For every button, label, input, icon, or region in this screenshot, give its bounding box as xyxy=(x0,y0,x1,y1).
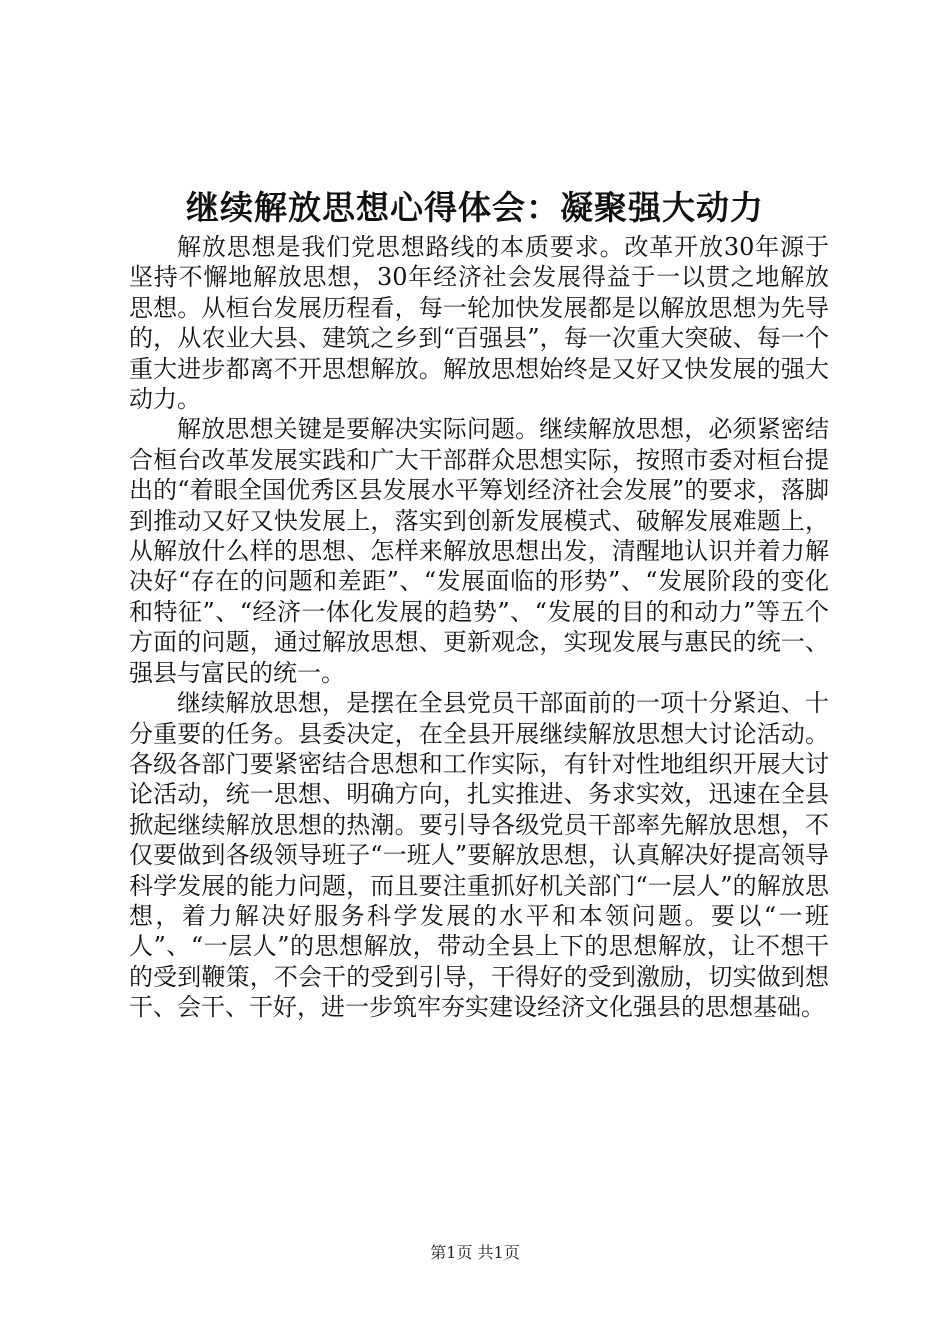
paragraph-3: 继续解放思想，是摆在全县党员干部面前的一项十分紧迫、十分重要的任务。县委决定，在全县开展继续解放思想大讨论活动。各级各部门要紧密结合思想和工作实际，有针对性地组织开展大讨论活动，统一思想、明确方向，扎实推进、务求实效，迅速在全县掀起继续解放思想的热潮。要引导各级党员干部率先解放思想，不仅要做到各级领导班子“一班人”要解放思想，认真解决好提高领导科学发展的能力问题，而且要注重抓好机关部门“一层人”的解放思想，着力解决好服务科学发展的水平和本领问题。要以“一班人”、“一层人”的思想解放，带动全县上下的思想解放，让不想干的受到鞭策，不会干的受到引导，干得好的受到激励，切实做到想干、会干、干好，进一步筑牢夯实建设经济文化强县的思想基础。 xyxy=(129,689,829,1022)
page-footer: 第1页 共1页 xyxy=(430,1243,520,1262)
paragraph-1: 解放思想是我们党思想路线的本质要求。改革开放30年源于坚持不懈地解放思想，30年经济社会发展得益于一以贯之地解放思想。从桓台发展历程看，每一轮加快发展都是以解放思想为先导的，从农业大县、建筑之乡到“百强县”，每一次重大突破、每一个重大进步都离不开思想解放。解放思想始终是又好又快发展的强大动力。 xyxy=(129,233,829,414)
document-body xyxy=(129,232,829,1023)
paragraph-2: 解放思想关键是要解决实际问题。继续解放思想，必须紧密结合桓台改革发展实践和广大干部群众思想实际，按照市委对桓台提出的“着眼全国优秀区县发展水平筹划经济社会发展”的要求，落脚到推动又好又快发展上，落实到创新发展模式、破解发展难题上，从解放什么样的思想、怎样来解放思想出发，清醒地认识并着力解决好“存在的问题和差距”、“发展面临的形势”、“发展阶段的变化和特征”、“经济一体化发展的趋势”、“发展的目的和动力”等五个方面的问题，通过解放思想、更新观念，实现发展与惠民的统一、强县与富民的统一。 xyxy=(129,415,829,687)
document-title: 继续解放思想心得体会：凝聚强大动力 xyxy=(186,188,764,227)
